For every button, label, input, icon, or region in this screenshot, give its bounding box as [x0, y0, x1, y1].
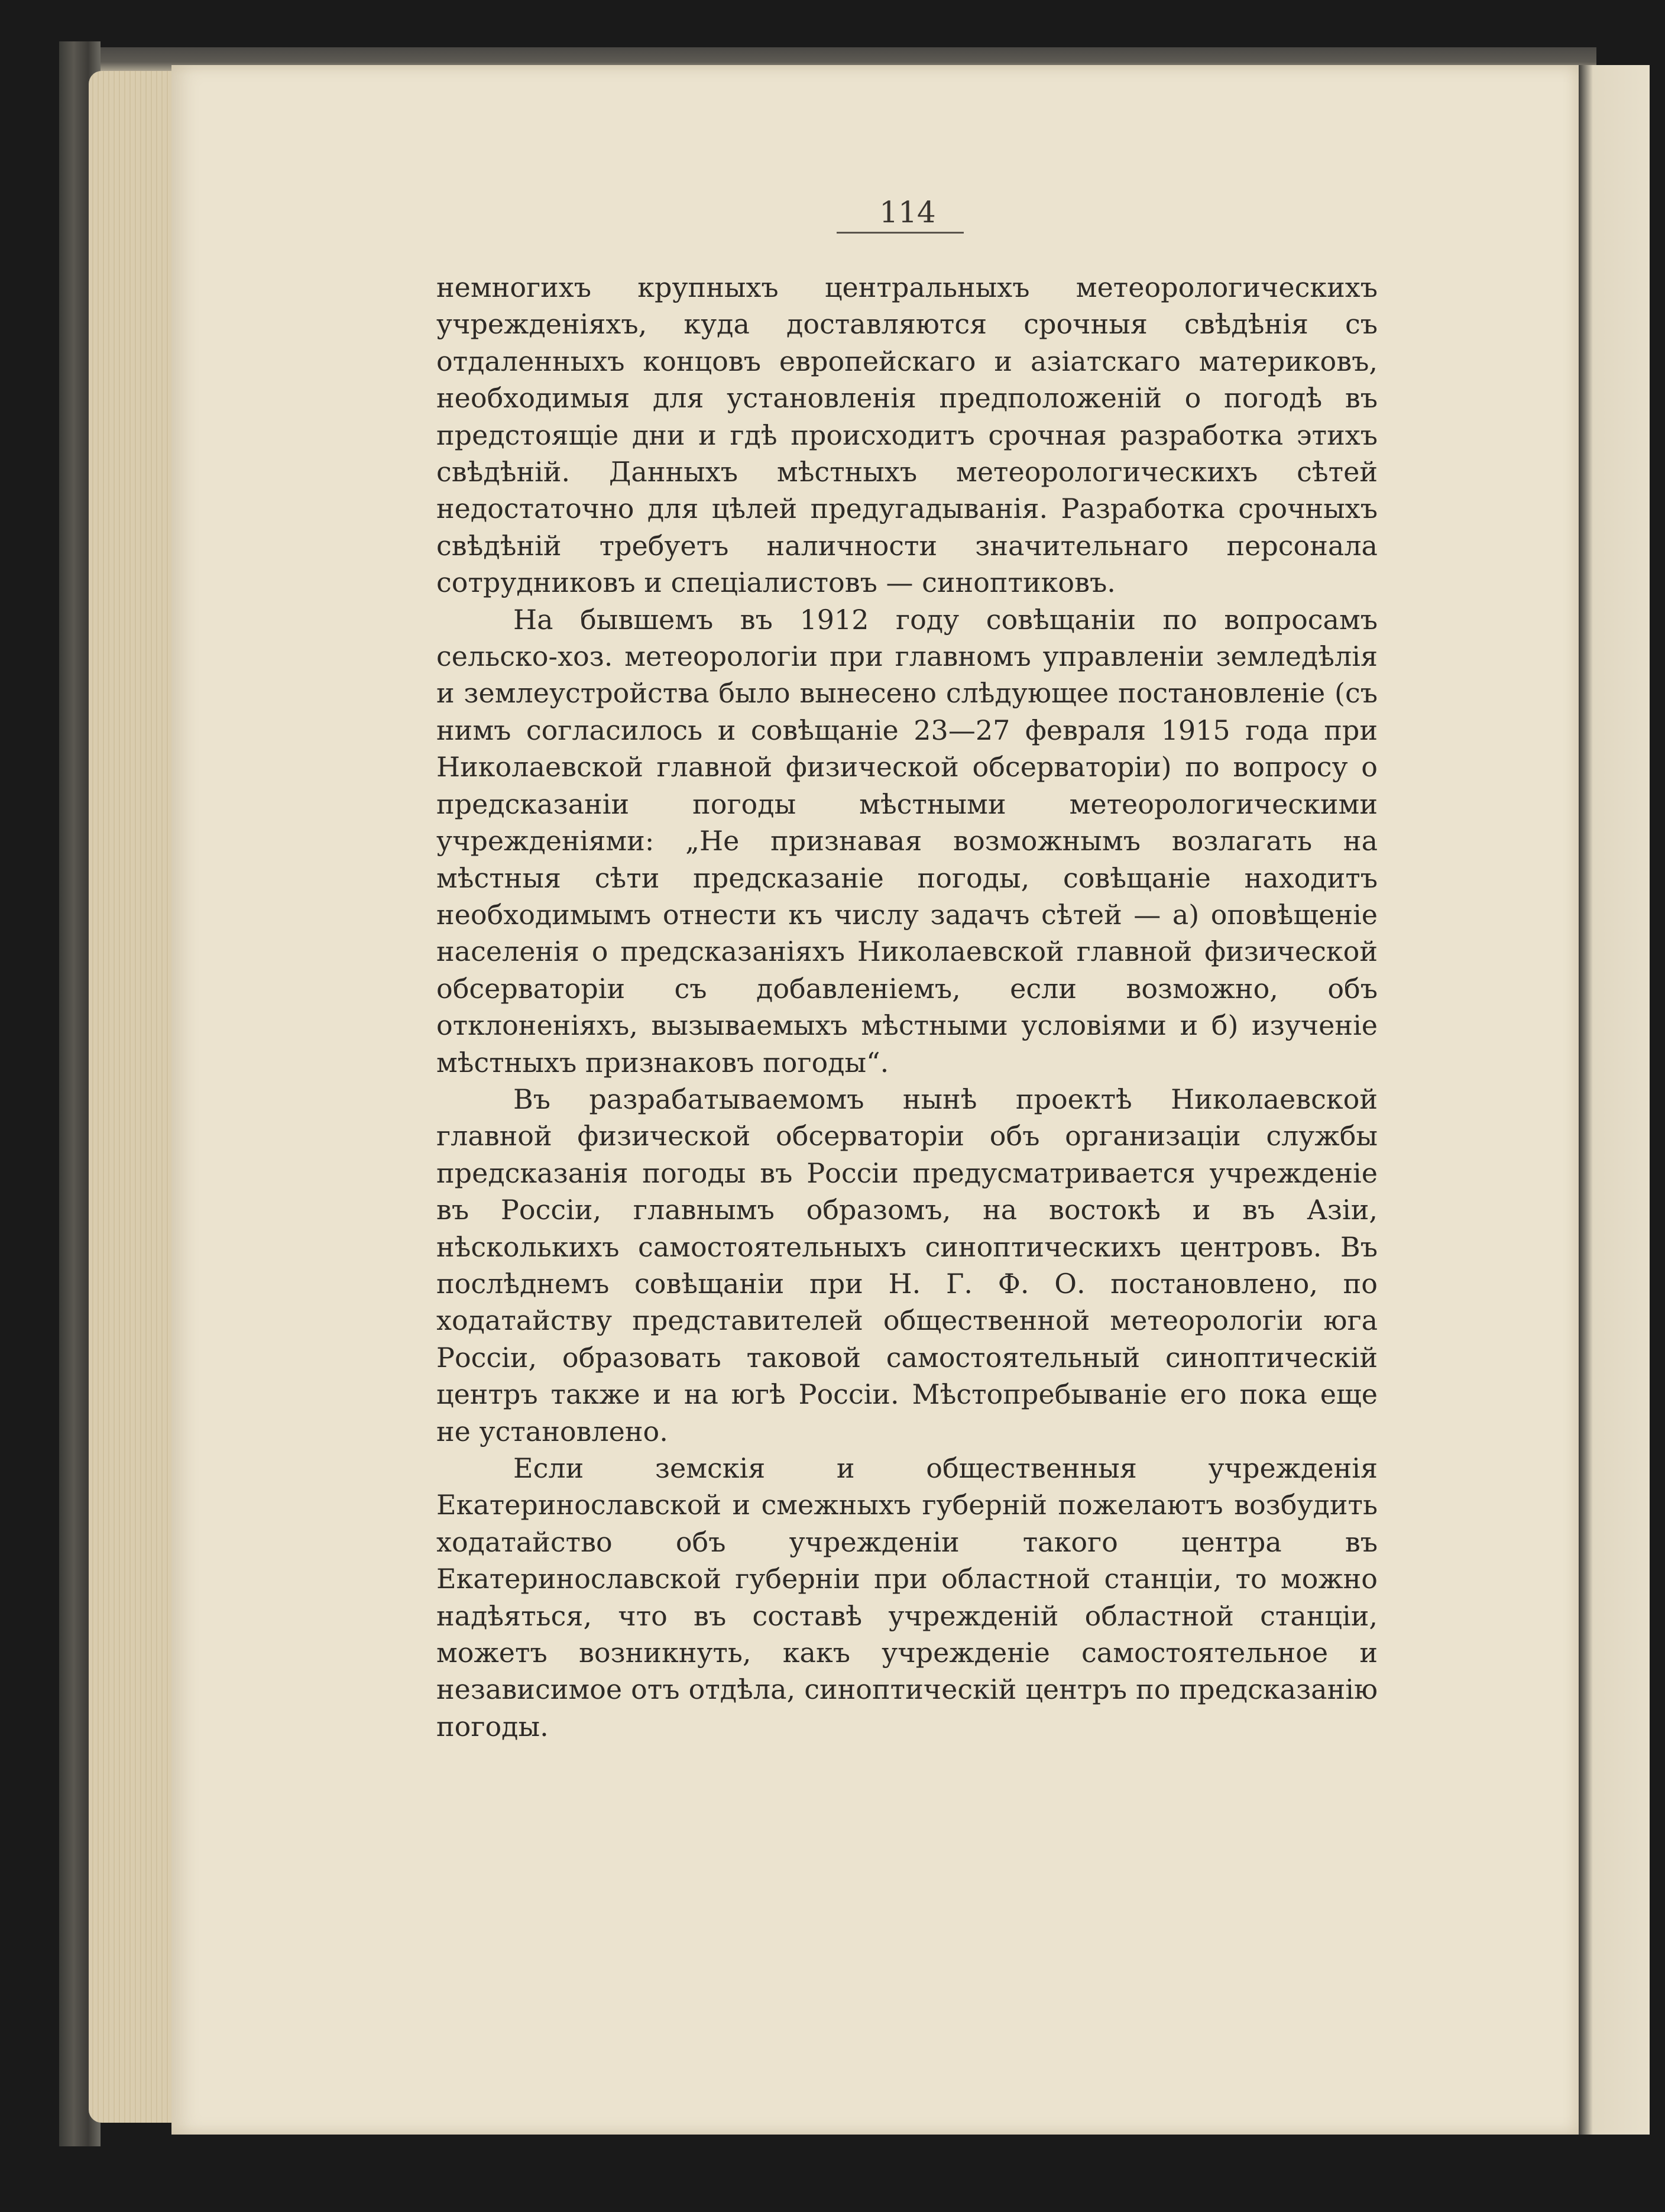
page-number-underline — [837, 232, 964, 234]
body-text — [436, 269, 1378, 1745]
paragraph-2: На бывшемъ въ 1912 году совѣщаніи по вопросамъ сельско-хоз. метеорологіи при главномъ управленіи земледѣлія и землеустройства было вынесено слѣдующее постановленіе (съ нимъ согласилось и совѣщаніе 23—27 февраля 1915 года при Николаевской главной физической обсерваторіи) по вопросу о предсказаніи погоды мѣстными метеорологическими учрежденіями: „Не признавая возможнымъ возлагать на мѣстныя сѣти предсказаніе погоды, совѣщаніе находитъ необходимымъ отнести къ числу задачъ сѣтей — а) оповѣщеніе населенія о предсказаніяхъ Николаевской главной физической обсерваторіи съ добавленіемъ, если возможно, объ отклоненіяхъ, вызываемыхъ мѣстными условіями и б) изученіе мѣстныхъ признаковъ погоды“. — [436, 603, 1378, 1079]
paragraph-1: немногихъ крупныхъ центральныхъ метеорологическихъ учрежденіяхъ, куда доставляются срочныя свѣдѣнія съ отдаленныхъ концовъ европейскаго и азіатскаго материковъ, необходимыя для установленія предположеній о погодѣ въ предстоящіе дни и гдѣ происходитъ срочная разработка этихъ свѣдѣній. Данныхъ мѣстныхъ метеорологическихъ сѣтей недостаточно для цѣлей предугадыванія. Разработка срочныхъ свѣдѣній требуетъ наличности значительнаго персонала сотрудниковъ и спеціалистовъ — синоптиковъ. — [436, 271, 1378, 599]
paragraph-3: Въ разрабатываемомъ нынѣ проектѣ Николаевской главной физической обсерваторіи объ организаціи службы предсказанія погоды въ Россіи предусматривается учрежденіе въ Россіи, главнымъ образомъ, на востокѣ и въ Азіи, нѣсколькихъ самостоятельныхъ синоптическихъ центровъ. Въ послѣднемъ совѣщаніи при Н. Г. Ф. О. постановлено, по ходатайству представителей общественной метеорологіи юга Россіи, образовать таковой самостоятельный синоптическій центръ также и на югѣ Россіи. Мѣстопребываніе его пока еще не установлено. — [436, 1083, 1378, 1447]
page-number: 114 — [879, 195, 936, 229]
paragraph-4: Если земскія и общественныя учрежденія Екатеринославской и смежныхъ губерній пожелаютъ возбудить ходатайство объ учрежденіи такого центра въ Екатеринославской губерніи при областной станціи, то можно надѣяться, что въ составѣ учрежденій областной станціи, можетъ возникнуть, какъ учрежденіе самостоятельное и независимое отъ отдѣла, синоптическій центръ по предсказанію погоды. — [436, 1452, 1378, 1743]
page-stack-edge — [89, 71, 177, 2123]
facing-page-edge — [1579, 65, 1650, 2135]
